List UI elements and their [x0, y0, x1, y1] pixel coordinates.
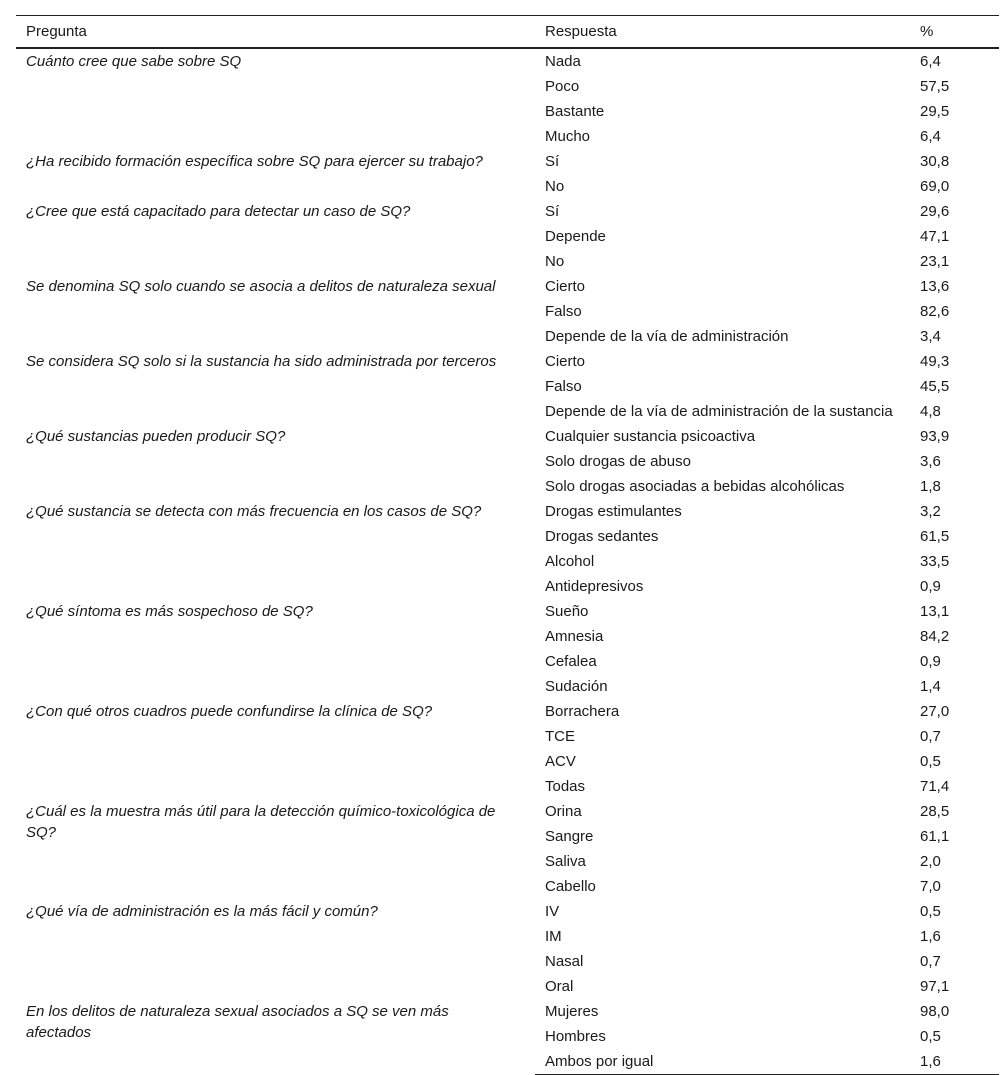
percent-cell: 6,4	[920, 53, 941, 70]
table-row	[16, 799, 999, 824]
percent-cell: 30,8	[920, 153, 950, 170]
percent-cell: 47,1	[920, 228, 950, 245]
answer-cell: Amnesia	[545, 628, 604, 645]
question-cell: Cuánto cree que sabe sobre SQ	[26, 53, 242, 70]
percent-cell: 45,5	[920, 378, 950, 395]
question-cell: Se denomina SQ solo cuando se asocia a delitos de naturaleza sexual	[26, 278, 496, 295]
answer-cell: TCE	[545, 728, 575, 745]
table-body	[16, 48, 999, 1075]
answer-cell: Bastante	[545, 103, 605, 120]
answer-cell: Cefalea	[545, 653, 597, 670]
answer-cell: Drogas sedantes	[545, 528, 659, 545]
percent-cell: 0,5	[920, 753, 941, 770]
percent-cell: 29,5	[920, 103, 950, 120]
percent-cell: 84,2	[920, 628, 950, 645]
table-header	[16, 16, 999, 49]
answer-cell: Oral	[545, 978, 574, 995]
percent-cell: 7,0	[920, 878, 941, 895]
question-cell: ¿Cree que está capacitado para detectar un caso de SQ?	[26, 203, 411, 220]
table-row	[16, 499, 999, 524]
answer-cell: Saliva	[545, 853, 586, 870]
table-row	[16, 699, 999, 724]
percent-cell: 69,0	[920, 178, 950, 195]
percent-cell: 33,5	[920, 553, 950, 570]
header-pregunta: Pregunta	[16, 16, 535, 49]
percent-cell: 3,6	[920, 453, 941, 470]
header-row	[16, 16, 999, 49]
answer-cell: No	[545, 178, 565, 195]
question-cell: ¿Qué síntoma es más sospechoso de SQ?	[26, 603, 313, 620]
answer-cell: Mujeres	[545, 1003, 599, 1020]
percent-cell: 98,0	[920, 1003, 950, 1020]
percent-cell: 93,9	[920, 428, 950, 445]
percent-cell: 27,0	[920, 703, 950, 720]
table-row	[16, 349, 999, 374]
answer-cell: Falso	[545, 378, 582, 395]
percent-cell: 82,6	[920, 303, 950, 320]
table-row	[16, 599, 999, 624]
table-row	[16, 274, 999, 299]
percent-cell: 13,1	[920, 603, 950, 620]
answer-cell: Cierto	[545, 353, 586, 370]
answer-cell: Sangre	[545, 828, 594, 845]
answer-cell: Nasal	[545, 953, 584, 970]
percent-cell: 97,1	[920, 978, 950, 995]
question-cell: ¿Qué sustancia se detecta con más frecuencia en los casos de SQ?	[26, 503, 482, 520]
answer-cell: ACV	[545, 753, 576, 770]
percent-cell: 57,5	[920, 78, 950, 95]
table-row	[16, 999, 999, 1024]
answer-cell: Sí	[545, 153, 560, 170]
answer-cell: Antidepresivos	[545, 578, 644, 595]
percent-cell: 0,7	[920, 953, 941, 970]
percent-cell: 71,4	[920, 778, 950, 795]
answer-cell: Depende de la vía de administración	[545, 328, 789, 345]
question-cell: ¿Con qué otros cuadros puede confundirse la clínica de SQ?	[26, 703, 433, 720]
answer-cell: Drogas estimulantes	[545, 503, 682, 520]
answer-cell: Solo drogas de abuso	[545, 453, 691, 470]
percent-cell: 28,5	[920, 803, 950, 820]
answer-cell: Orina	[545, 803, 582, 820]
percent-cell: 23,1	[920, 253, 950, 270]
percent-cell: 49,3	[920, 353, 950, 370]
percent-cell: 1,4	[920, 678, 941, 695]
header-percent: %	[910, 16, 999, 49]
answer-cell: Hombres	[545, 1028, 606, 1045]
percent-cell: 6,4	[920, 128, 941, 145]
answer-cell: No	[545, 253, 565, 270]
table-row	[16, 199, 999, 224]
percent-cell: 1,8	[920, 478, 941, 495]
answer-cell: Depende de la vía de administración de la sustancia	[545, 403, 893, 420]
percent-cell: 0,9	[920, 653, 941, 670]
percent-cell: 0,7	[920, 728, 941, 745]
percent-cell: 0,5	[920, 903, 941, 920]
question-cell: Se considera SQ solo si la sustancia ha sido administrada por terceros	[26, 353, 497, 370]
answer-cell: Ambos por igual	[535, 1049, 910, 1075]
table-row	[16, 899, 999, 924]
answer-cell: IM	[545, 928, 562, 945]
answer-cell: Todas	[545, 778, 586, 795]
answer-cell: Sudación	[545, 678, 608, 695]
answer-cell: Depende	[545, 228, 606, 245]
answer-cell: Poco	[545, 78, 580, 95]
percent-cell: 1,6	[910, 1049, 999, 1075]
question-cell: ¿Cuál es la muestra más útil para la detección químico-toxicológica de SQ?	[26, 803, 496, 841]
percent-cell: 3,4	[920, 328, 941, 345]
survey-table	[16, 15, 999, 1075]
answer-cell: Cualquier sustancia psicoactiva	[545, 428, 756, 445]
percent-cell: 2,0	[920, 853, 941, 870]
answer-cell: Mucho	[545, 128, 591, 145]
percent-cell: 0,9	[920, 578, 941, 595]
percent-cell: 61,5	[920, 528, 950, 545]
answer-cell: IV	[545, 903, 560, 920]
table-row	[16, 48, 999, 74]
answer-cell: Borrachera	[545, 703, 620, 720]
percent-cell: 3,2	[920, 503, 941, 520]
percent-cell: 13,6	[920, 278, 950, 295]
percent-cell: 1,6	[920, 928, 941, 945]
percent-cell: 61,1	[920, 828, 950, 845]
answer-cell: Cabello	[545, 878, 596, 895]
question-cell: ¿Qué vía de administración es la más fácil y común?	[26, 903, 378, 920]
percent-cell: 0,5	[920, 1028, 941, 1045]
answer-cell: Alcohol	[545, 553, 595, 570]
answer-cell: Sueño	[545, 603, 589, 620]
percent-cell: 4,8	[920, 403, 941, 420]
answer-cell: Cierto	[545, 278, 586, 295]
answer-cell: Falso	[545, 303, 582, 320]
answer-cell: Solo drogas asociadas a bebidas alcohólicas	[545, 478, 845, 495]
table-row	[16, 424, 999, 449]
question-cell: En los delitos de naturaleza sexual asociados a SQ se ven más afectados	[26, 1003, 449, 1041]
percent-cell: 29,6	[920, 203, 950, 220]
table-row	[16, 149, 999, 174]
question-cell: ¿Qué sustancias pueden producir SQ?	[26, 428, 286, 445]
answer-cell: Sí	[545, 203, 560, 220]
question-cell: ¿Ha recibido formación específica sobre SQ para ejercer su trabajo?	[26, 153, 483, 170]
header-respuesta: Respuesta	[535, 16, 910, 49]
answer-cell: Nada	[545, 53, 581, 70]
